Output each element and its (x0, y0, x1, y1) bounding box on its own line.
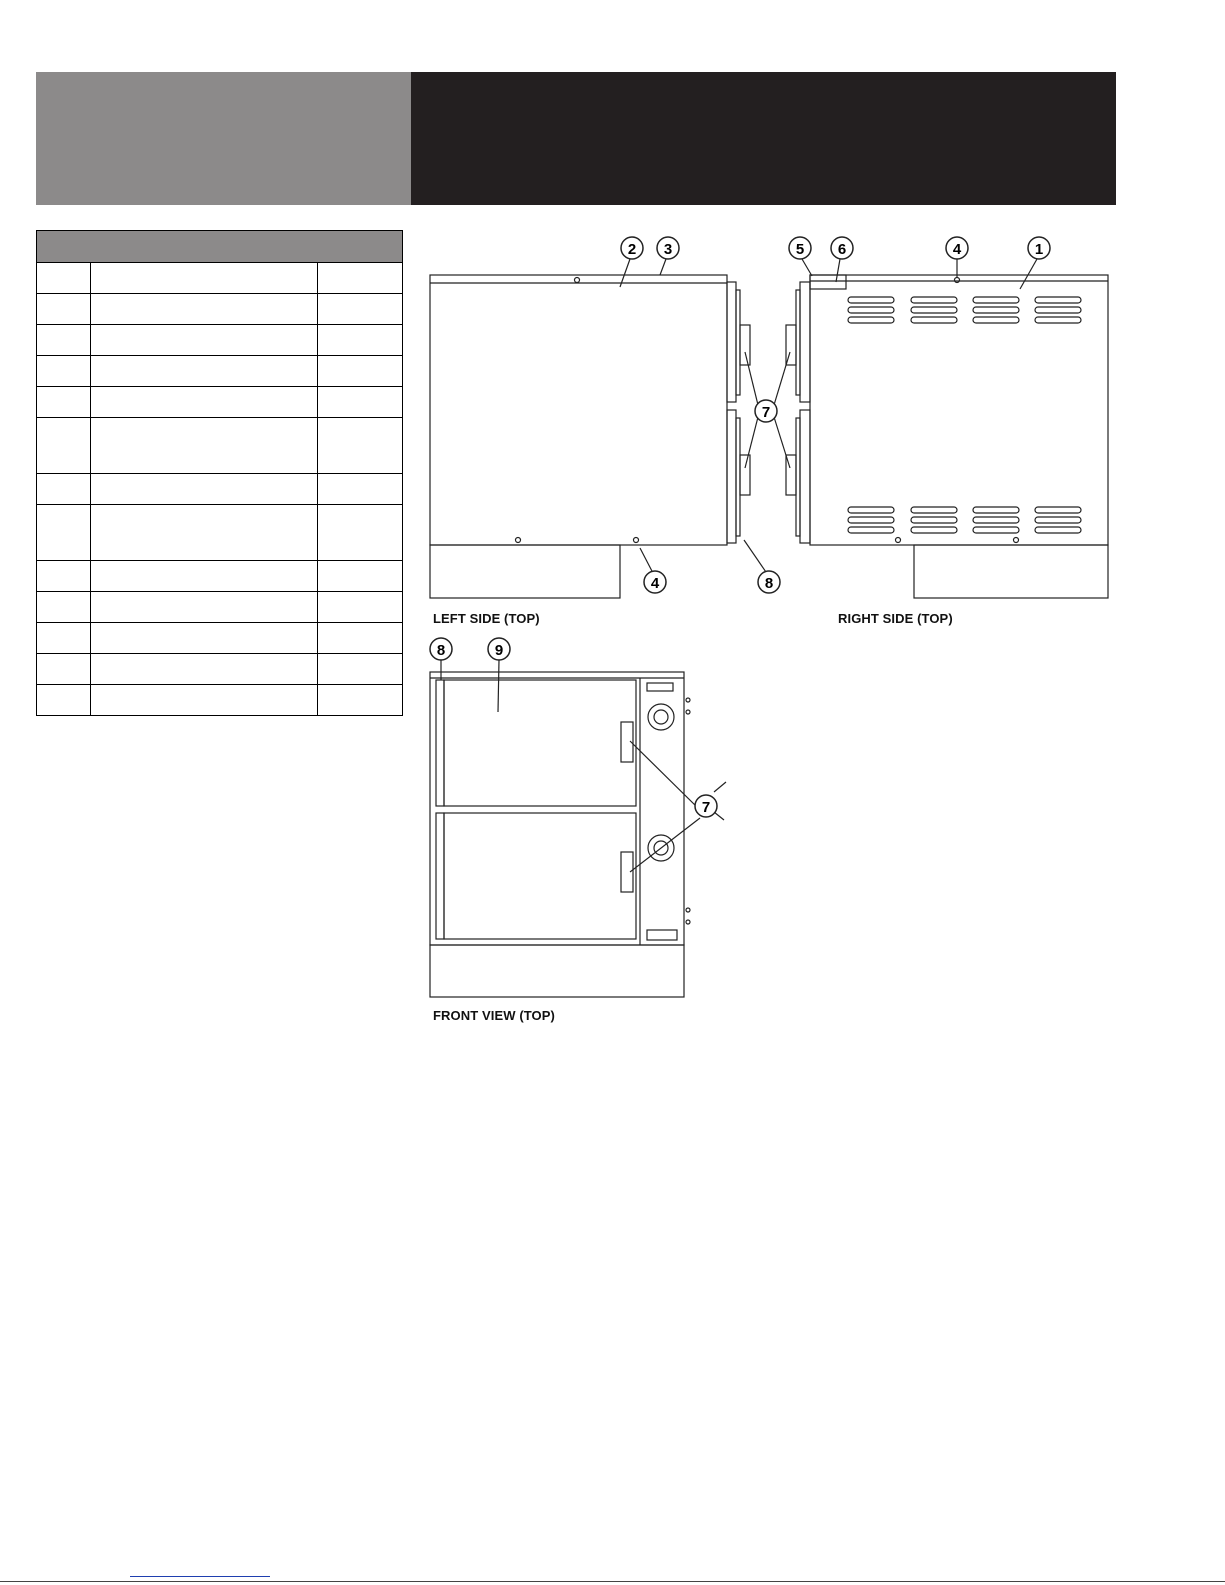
vent-slot (911, 297, 957, 303)
callout-7-front (695, 795, 717, 817)
callout-4-left (644, 571, 666, 593)
vent-slot (848, 317, 894, 323)
footer-rule (0, 1581, 1225, 1582)
right-side-view (786, 275, 1108, 598)
vent-slot (973, 517, 1019, 523)
vent-slot (911, 507, 957, 513)
svg-text:7: 7 (701, 799, 711, 816)
svg-text:6: 6 (837, 241, 847, 258)
footer-link-underline[interactable] (130, 1576, 270, 1577)
callout-6 (831, 237, 853, 259)
vent-slot (911, 317, 957, 323)
vent-slot (973, 507, 1019, 513)
vent-slot (1035, 307, 1081, 313)
callout-8-left (758, 571, 780, 593)
vent-slot (1035, 527, 1081, 533)
vent-slot (911, 527, 957, 533)
vent-slot (973, 297, 1019, 303)
svg-text:4: 4 (650, 575, 660, 592)
svg-text:1: 1 (1034, 241, 1044, 258)
svg-text:2: 2 (627, 241, 637, 258)
vent-slot (911, 517, 957, 523)
svg-text:5: 5 (795, 241, 805, 258)
vent-slot (1035, 317, 1081, 323)
vent-slot (1035, 507, 1081, 513)
callout-4-right (946, 237, 968, 259)
leader-lines (441, 259, 1037, 872)
svg-text:8: 8 (764, 575, 774, 592)
vent-slot (973, 307, 1019, 313)
callout-9 (488, 638, 510, 660)
front-view (430, 672, 690, 997)
vent-slot (848, 517, 894, 523)
callout-8-front (430, 638, 452, 660)
svg-text:8: 8 (436, 642, 446, 659)
vent-slot (1035, 517, 1081, 523)
callout-3 (657, 237, 679, 259)
svg-text:9: 9 (494, 642, 504, 659)
vent-slot (848, 527, 894, 533)
vent-slot (1035, 297, 1081, 303)
svg-text:3: 3 (663, 241, 673, 258)
front-view-label: FRONT VIEW (TOP) (433, 1008, 555, 1023)
svg-text:4: 4 (952, 241, 962, 258)
right-side-label: RIGHT SIDE (TOP) (838, 611, 953, 626)
callout-7-sides (755, 400, 777, 422)
vent-slot (848, 307, 894, 313)
callout-1 (1028, 237, 1050, 259)
vent-slot (911, 307, 957, 313)
vent-slot (973, 527, 1019, 533)
left-side-label: LEFT SIDE (TOP) (433, 611, 540, 626)
svg-text:7: 7 (761, 404, 771, 421)
callout-5 (789, 237, 811, 259)
vent-slot (848, 507, 894, 513)
callout-2 (621, 237, 643, 259)
vent-slot (973, 317, 1019, 323)
left-side-view (430, 275, 750, 598)
vent-slot (848, 297, 894, 303)
